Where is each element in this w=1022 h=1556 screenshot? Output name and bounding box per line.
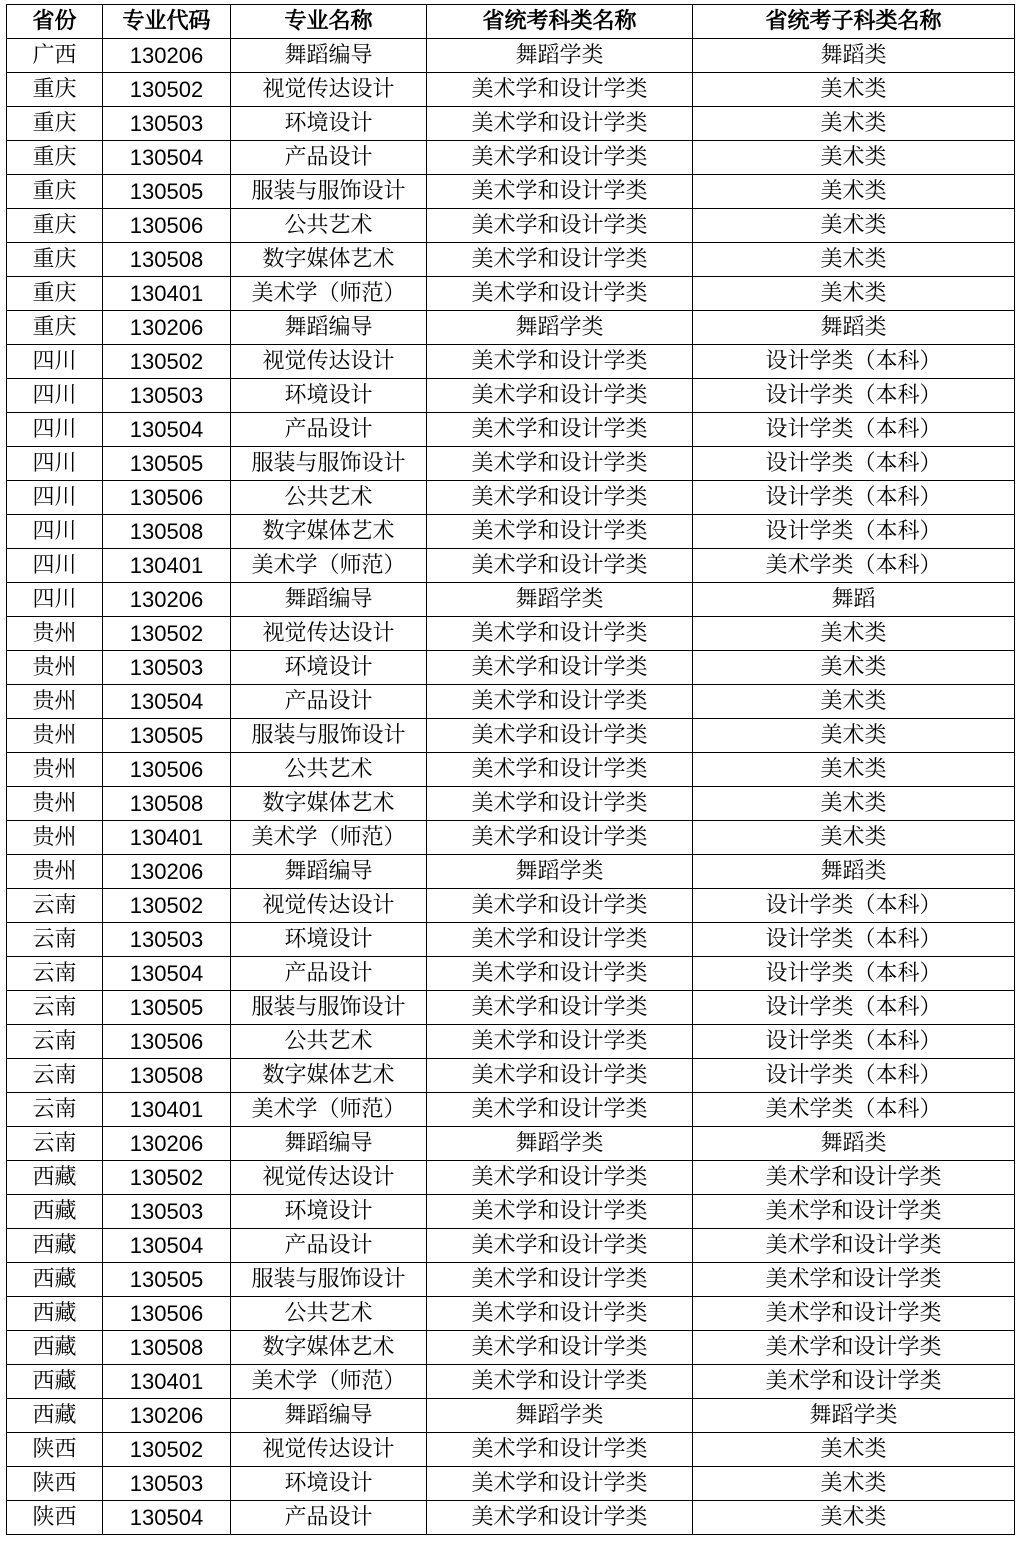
cell-province: 贵州 [7,685,103,719]
cell-province: 重庆 [7,277,103,311]
cell-major-name: 环境设计 [231,651,427,685]
table-row [7,209,1015,243]
cell-major-name: 环境设计 [231,107,427,141]
table-row [7,1195,1015,1229]
cell-exam-subcategory: 美术类 [693,175,1015,209]
cell-province: 云南 [7,889,103,923]
cell-province: 广西 [7,39,103,73]
cell-province: 重庆 [7,243,103,277]
cell-province: 四川 [7,515,103,549]
cell-exam-category: 美术学和设计学类 [427,719,693,753]
cell-major-name: 数字媒体艺术 [231,1059,427,1093]
cell-exam-subcategory: 设计学类（本科） [693,1059,1015,1093]
cell-exam-category: 舞蹈学类 [427,1127,693,1161]
cell-province: 西藏 [7,1365,103,1399]
cell-major-code: 130206 [103,1127,231,1161]
header-exam-category: 省统考科类名称 [427,5,693,39]
cell-exam-subcategory: 设计学类（本科） [693,379,1015,413]
cell-exam-category: 美术学和设计学类 [427,413,693,447]
table-row [7,1433,1015,1467]
cell-exam-subcategory: 舞蹈学类 [693,1399,1015,1433]
cell-exam-category: 美术学和设计学类 [427,923,693,957]
cell-exam-category: 美术学和设计学类 [427,209,693,243]
cell-major-name: 服装与服饰设计 [231,991,427,1025]
cell-exam-category: 美术学和设计学类 [427,1229,693,1263]
cell-major-code: 130502 [103,345,231,379]
cell-exam-category: 美术学和设计学类 [427,1025,693,1059]
cell-exam-category: 舞蹈学类 [427,855,693,889]
cell-province: 西藏 [7,1399,103,1433]
cell-exam-subcategory: 美术学和设计学类 [693,1297,1015,1331]
cell-exam-subcategory: 美术学和设计学类 [693,1161,1015,1195]
table-row [7,753,1015,787]
table-row [7,1229,1015,1263]
cell-exam-subcategory: 设计学类（本科） [693,413,1015,447]
cell-exam-subcategory: 设计学类（本科） [693,1025,1015,1059]
cell-province: 云南 [7,1059,103,1093]
cell-exam-category: 舞蹈学类 [427,583,693,617]
cell-exam-subcategory: 美术学和设计学类 [693,1229,1015,1263]
cell-major-name: 服装与服饰设计 [231,1263,427,1297]
cell-major-code: 130503 [103,923,231,957]
cell-major-name: 产品设计 [231,141,427,175]
cell-major-code: 130503 [103,651,231,685]
cell-major-code: 130506 [103,1025,231,1059]
cell-major-name: 服装与服饰设计 [231,719,427,753]
cell-province: 重庆 [7,311,103,345]
table-row [7,1501,1015,1535]
cell-exam-subcategory: 美术学和设计学类 [693,1331,1015,1365]
cell-province: 云南 [7,923,103,957]
cell-province: 云南 [7,957,103,991]
table-row [7,787,1015,821]
cell-major-name: 视觉传达设计 [231,345,427,379]
cell-exam-subcategory: 舞蹈类 [693,311,1015,345]
cell-major-code: 130401 [103,277,231,311]
cell-province: 贵州 [7,651,103,685]
cell-exam-subcategory: 设计学类（本科） [693,481,1015,515]
cell-major-name: 舞蹈编导 [231,39,427,73]
cell-exam-subcategory: 美术类 [693,685,1015,719]
cell-major-code: 130508 [103,1331,231,1365]
cell-exam-category: 美术学和设计学类 [427,1433,693,1467]
data-sheet [6,4,1015,1535]
cell-exam-category: 美术学和设计学类 [427,1297,693,1331]
table-row [7,243,1015,277]
cell-exam-category: 美术学和设计学类 [427,821,693,855]
table-row [7,855,1015,889]
cell-exam-subcategory: 舞蹈类 [693,855,1015,889]
cell-major-name: 产品设计 [231,1501,427,1535]
cell-major-code: 130502 [103,617,231,651]
cell-exam-category: 美术学和设计学类 [427,1161,693,1195]
cell-major-code: 130503 [103,1467,231,1501]
cell-major-code: 130504 [103,1501,231,1535]
cell-major-code: 130503 [103,379,231,413]
cell-province: 云南 [7,1127,103,1161]
cell-major-code: 130505 [103,991,231,1025]
cell-exam-category: 美术学和设计学类 [427,1059,693,1093]
table-row [7,345,1015,379]
cell-major-code: 130206 [103,855,231,889]
table-row [7,549,1015,583]
cell-exam-subcategory: 美术类 [693,821,1015,855]
cell-major-name: 公共艺术 [231,1297,427,1331]
cell-major-code: 130401 [103,549,231,583]
table-row [7,923,1015,957]
table-row [7,1263,1015,1297]
cell-province: 重庆 [7,73,103,107]
table-row [7,1365,1015,1399]
cell-exam-subcategory: 设计学类（本科） [693,957,1015,991]
cell-exam-category: 美术学和设计学类 [427,991,693,1025]
cell-exam-category: 美术学和设计学类 [427,617,693,651]
cell-exam-category: 美术学和设计学类 [427,345,693,379]
cell-major-name: 公共艺术 [231,753,427,787]
cell-major-code: 130401 [103,1093,231,1127]
cell-province: 西藏 [7,1331,103,1365]
cell-major-code: 130505 [103,1263,231,1297]
cell-major-name: 公共艺术 [231,209,427,243]
cell-major-code: 130506 [103,1297,231,1331]
table-row [7,1467,1015,1501]
cell-major-code: 130504 [103,413,231,447]
cell-major-code: 130502 [103,1433,231,1467]
cell-exam-subcategory: 美术类 [693,141,1015,175]
cell-exam-category: 美术学和设计学类 [427,379,693,413]
cell-exam-subcategory: 美术类 [693,209,1015,243]
cell-exam-subcategory: 设计学类（本科） [693,345,1015,379]
cell-exam-category: 舞蹈学类 [427,311,693,345]
table-row [7,821,1015,855]
cell-exam-subcategory: 美术类 [693,651,1015,685]
cell-major-name: 服装与服饰设计 [231,447,427,481]
cell-exam-category: 美术学和设计学类 [427,243,693,277]
cell-major-name: 美术学（师范） [231,1365,427,1399]
cell-province: 重庆 [7,175,103,209]
cell-province: 四川 [7,379,103,413]
cell-exam-category: 美术学和设计学类 [427,73,693,107]
cell-major-code: 130504 [103,141,231,175]
cell-exam-subcategory: 舞蹈类 [693,39,1015,73]
table-row [7,1297,1015,1331]
cell-province: 陕西 [7,1467,103,1501]
cell-exam-subcategory: 设计学类（本科） [693,515,1015,549]
cell-exam-category: 美术学和设计学类 [427,787,693,821]
table-row [7,1093,1015,1127]
table-row [7,1161,1015,1195]
cell-major-name: 产品设计 [231,1229,427,1263]
cell-exam-subcategory: 美术学和设计学类 [693,1195,1015,1229]
cell-major-name: 数字媒体艺术 [231,1331,427,1365]
cell-province: 贵州 [7,855,103,889]
cell-province: 重庆 [7,107,103,141]
cell-major-name: 服装与服饰设计 [231,175,427,209]
header-major-name: 专业名称 [231,5,427,39]
cell-province: 四川 [7,413,103,447]
cell-exam-subcategory: 设计学类（本科） [693,889,1015,923]
cell-exam-category: 美术学和设计学类 [427,141,693,175]
cell-major-name: 舞蹈编导 [231,311,427,345]
cell-exam-category: 美术学和设计学类 [427,1331,693,1365]
cell-exam-category: 美术学和设计学类 [427,107,693,141]
table-row [7,73,1015,107]
cell-province: 陕西 [7,1501,103,1535]
cell-province: 贵州 [7,787,103,821]
cell-major-code: 130505 [103,447,231,481]
cell-major-code: 130505 [103,719,231,753]
cell-major-name: 美术学（师范） [231,821,427,855]
table-row [7,1059,1015,1093]
cell-major-name: 产品设计 [231,413,427,447]
table-row [7,1331,1015,1365]
cell-major-name: 美术学（师范） [231,277,427,311]
cell-exam-category: 美术学和设计学类 [427,481,693,515]
cell-exam-category: 美术学和设计学类 [427,175,693,209]
cell-exam-category: 美术学和设计学类 [427,277,693,311]
cell-major-code: 130506 [103,753,231,787]
cell-major-code: 130401 [103,1365,231,1399]
cell-exam-category: 美术学和设计学类 [427,889,693,923]
cell-major-name: 环境设计 [231,379,427,413]
cell-exam-subcategory: 美术类 [693,1467,1015,1501]
cell-province: 西藏 [7,1229,103,1263]
cell-major-name: 数字媒体艺术 [231,515,427,549]
cell-major-code: 130502 [103,1161,231,1195]
cell-major-code: 130206 [103,1399,231,1433]
table-row [7,107,1015,141]
cell-major-name: 舞蹈编导 [231,1127,427,1161]
cell-major-code: 130206 [103,583,231,617]
table-header-row [7,5,1015,39]
cell-major-code: 130505 [103,175,231,209]
cell-major-code: 130506 [103,481,231,515]
cell-exam-category: 美术学和设计学类 [427,685,693,719]
table-row [7,175,1015,209]
cell-province: 西藏 [7,1195,103,1229]
cell-major-code: 130206 [103,311,231,345]
cell-exam-subcategory: 美术类 [693,73,1015,107]
cell-province: 云南 [7,1025,103,1059]
cell-province: 云南 [7,991,103,1025]
cell-major-name: 公共艺术 [231,1025,427,1059]
cell-exam-subcategory: 美术类 [693,1501,1015,1535]
table-row [7,583,1015,617]
cell-exam-subcategory: 美术学类（本科） [693,549,1015,583]
cell-province: 四川 [7,583,103,617]
cell-major-code: 130506 [103,209,231,243]
cell-exam-subcategory: 美术类 [693,617,1015,651]
cell-major-code: 130401 [103,821,231,855]
cell-province: 贵州 [7,719,103,753]
cell-major-name: 数字媒体艺术 [231,787,427,821]
cell-major-name: 视觉传达设计 [231,1433,427,1467]
table-row [7,379,1015,413]
cell-exam-subcategory: 美术类 [693,1433,1015,1467]
cell-exam-subcategory: 美术类 [693,787,1015,821]
table-row [7,719,1015,753]
cell-major-code: 130504 [103,957,231,991]
cell-major-code: 130504 [103,685,231,719]
cell-exam-subcategory: 美术类 [693,719,1015,753]
cell-major-code: 130502 [103,889,231,923]
cell-major-code: 130504 [103,1229,231,1263]
cell-province: 四川 [7,481,103,515]
cell-major-name: 美术学（师范） [231,1093,427,1127]
cell-province: 重庆 [7,141,103,175]
table-row [7,1025,1015,1059]
cell-exam-subcategory: 美术类 [693,243,1015,277]
cell-exam-category: 美术学和设计学类 [427,1195,693,1229]
cell-major-name: 舞蹈编导 [231,855,427,889]
header-exam-subcategory: 省统考子科类名称 [693,5,1015,39]
cell-major-name: 视觉传达设计 [231,1161,427,1195]
cell-major-name: 环境设计 [231,1467,427,1501]
cell-exam-category: 美术学和设计学类 [427,1501,693,1535]
cell-major-name: 视觉传达设计 [231,889,427,923]
cell-province: 四川 [7,549,103,583]
cell-province: 贵州 [7,753,103,787]
cell-province: 重庆 [7,209,103,243]
cell-major-name: 视觉传达设计 [231,73,427,107]
cell-exam-category: 美术学和设计学类 [427,1093,693,1127]
cell-exam-category: 美术学和设计学类 [427,1467,693,1501]
table-row [7,617,1015,651]
cell-major-code: 130508 [103,515,231,549]
table-body [7,39,1015,1535]
cell-province: 贵州 [7,821,103,855]
cell-exam-subcategory: 美术类 [693,107,1015,141]
cell-major-name: 环境设计 [231,1195,427,1229]
cell-exam-subcategory: 设计学类（本科） [693,447,1015,481]
table-row [7,685,1015,719]
major-category-table [6,4,1015,1535]
cell-major-name: 数字媒体艺术 [231,243,427,277]
table-row [7,277,1015,311]
cell-exam-subcategory: 美术学和设计学类 [693,1365,1015,1399]
table-row [7,39,1015,73]
table-row [7,957,1015,991]
cell-major-code: 130503 [103,1195,231,1229]
cell-major-name: 环境设计 [231,923,427,957]
cell-exam-category: 舞蹈学类 [427,39,693,73]
cell-exam-subcategory: 舞蹈 [693,583,1015,617]
cell-exam-subcategory: 舞蹈类 [693,1127,1015,1161]
cell-exam-subcategory: 美术类 [693,277,1015,311]
cell-exam-category: 美术学和设计学类 [427,651,693,685]
table-row [7,515,1015,549]
cell-exam-category: 美术学和设计学类 [427,753,693,787]
cell-province: 云南 [7,1093,103,1127]
table-row [7,481,1015,515]
table-row [7,311,1015,345]
cell-exam-subcategory: 设计学类（本科） [693,991,1015,1025]
cell-exam-category: 美术学和设计学类 [427,1263,693,1297]
table-row [7,889,1015,923]
cell-major-name: 公共艺术 [231,481,427,515]
table-row [7,1127,1015,1161]
cell-province: 西藏 [7,1297,103,1331]
cell-province: 西藏 [7,1161,103,1195]
cell-major-code: 130206 [103,39,231,73]
table-row [7,1399,1015,1433]
cell-exam-subcategory: 美术学和设计学类 [693,1263,1015,1297]
cell-exam-subcategory: 美术类 [693,753,1015,787]
cell-exam-category: 美术学和设计学类 [427,1365,693,1399]
cell-major-code: 130508 [103,1059,231,1093]
cell-major-name: 美术学（师范） [231,549,427,583]
table-row [7,447,1015,481]
cell-province: 贵州 [7,617,103,651]
cell-province: 四川 [7,345,103,379]
cell-major-name: 产品设计 [231,685,427,719]
table-row [7,991,1015,1025]
cell-exam-subcategory: 设计学类（本科） [693,923,1015,957]
cell-exam-category: 美术学和设计学类 [427,515,693,549]
cell-major-name: 舞蹈编导 [231,1399,427,1433]
cell-province: 四川 [7,447,103,481]
cell-major-name: 舞蹈编导 [231,583,427,617]
cell-major-code: 130508 [103,243,231,277]
cell-exam-category: 美术学和设计学类 [427,447,693,481]
cell-province: 西藏 [7,1263,103,1297]
table-row [7,141,1015,175]
cell-major-code: 130503 [103,107,231,141]
header-major-code: 专业代码 [103,5,231,39]
cell-exam-category: 舞蹈学类 [427,1399,693,1433]
cell-major-name: 视觉传达设计 [231,617,427,651]
cell-major-code: 130502 [103,73,231,107]
cell-province: 陕西 [7,1433,103,1467]
header-province: 省份 [7,5,103,39]
table-row [7,413,1015,447]
cell-major-name: 产品设计 [231,957,427,991]
table-row [7,651,1015,685]
cell-major-code: 130508 [103,787,231,821]
cell-exam-category: 美术学和设计学类 [427,549,693,583]
cell-exam-subcategory: 美术学类（本科） [693,1093,1015,1127]
cell-exam-category: 美术学和设计学类 [427,957,693,991]
